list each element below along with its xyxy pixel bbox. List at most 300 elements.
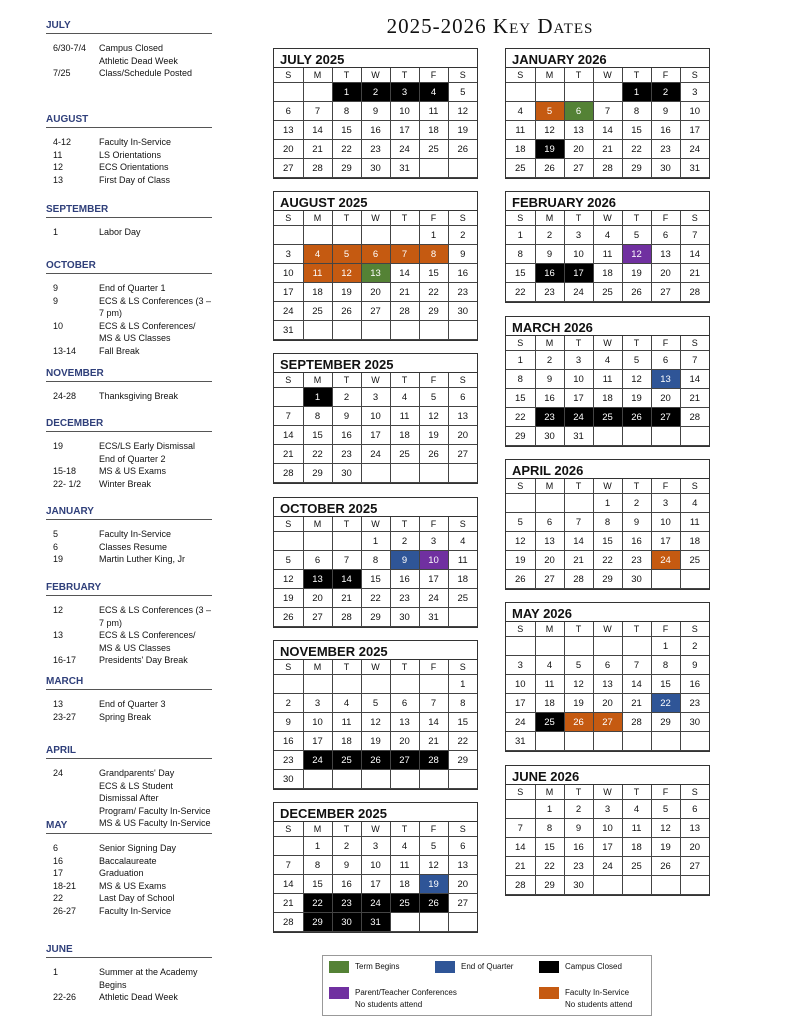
calendar-day: 2 <box>680 637 709 656</box>
calendar-empty-cell <box>506 800 535 819</box>
calendar-day: 23 <box>651 140 680 159</box>
calendar-day: 17 <box>564 389 593 408</box>
event-row <box>46 320 212 333</box>
calendar-day: 21 <box>564 551 593 570</box>
calendar-day: 6 <box>593 656 622 675</box>
calendar-day: 6 <box>390 694 419 713</box>
month-heading: JULY <box>46 20 212 34</box>
calendar-day: 22 <box>361 589 390 608</box>
event-row <box>46 855 212 868</box>
calendar-day: 6 <box>535 513 564 532</box>
calendar-day: 1 <box>332 83 361 102</box>
calendar-day: 26 <box>332 302 361 321</box>
calendar-day: 28 <box>564 570 593 589</box>
calendar-day: 29 <box>651 713 680 732</box>
calendar-day: 23 <box>390 589 419 608</box>
weekday-header: W <box>361 211 390 226</box>
calendar-day: 8 <box>303 856 332 875</box>
event-date: 9 <box>53 283 59 293</box>
calendar-day: 9 <box>332 407 361 426</box>
event-text: Spring Break <box>99 711 152 722</box>
month-heading: DECEMBER <box>46 418 212 432</box>
calendar-day: 28 <box>390 302 419 321</box>
event-date: 1 <box>53 967 59 977</box>
month-heading: APRIL <box>46 745 212 759</box>
weekday-header: S <box>680 68 709 83</box>
calendar-empty-cell <box>390 913 419 932</box>
calendar-empty-cell <box>274 675 303 694</box>
event-row <box>46 174 212 187</box>
event-row <box>46 805 212 818</box>
weekday-header: M <box>535 336 564 351</box>
calendar-empty-cell <box>303 770 332 789</box>
event-row <box>46 282 212 295</box>
weekday-header: S <box>448 660 477 675</box>
calendar-day: 28 <box>593 159 622 178</box>
calendar-day: 2 <box>535 226 564 245</box>
calendar-day: 17 <box>680 121 709 140</box>
calendar-day: 16 <box>651 121 680 140</box>
calendar-day: 24 <box>303 751 332 770</box>
weekday-header: M <box>535 479 564 494</box>
calendar-day: 4 <box>593 351 622 370</box>
calendar-day: 27 <box>564 159 593 178</box>
calendar-day: 12 <box>361 713 390 732</box>
weekday-header: T <box>332 373 361 388</box>
month-section <box>46 820 212 917</box>
calendar-empty-cell <box>361 770 390 789</box>
event-date: 19 <box>53 441 64 451</box>
calendar-day: 17 <box>419 570 448 589</box>
calendar-month-title: APRIL 2026 <box>506 460 709 479</box>
calendar-day: 11 <box>680 513 709 532</box>
legend-item <box>539 961 622 973</box>
calendar-day: 30 <box>535 427 564 446</box>
calendar-day: 23 <box>274 751 303 770</box>
calendar-day: 3 <box>564 351 593 370</box>
calendar-day: 3 <box>593 800 622 819</box>
calendar-day: 26 <box>419 894 448 913</box>
calendar-empty-cell <box>622 732 651 751</box>
weekday-header: W <box>593 479 622 494</box>
calendar-day: 14 <box>622 675 651 694</box>
calendar-day: 29 <box>506 427 535 446</box>
calendar-day: 14 <box>332 570 361 589</box>
calendar-day: 17 <box>303 732 332 751</box>
weekday-header: W <box>593 785 622 800</box>
calendar-day: 11 <box>419 102 448 121</box>
event-row <box>46 553 212 566</box>
calendar-empty-cell <box>303 83 332 102</box>
calendar-day: 20 <box>680 838 709 857</box>
calendar-day: 6 <box>448 388 477 407</box>
event-date: 22-26 <box>53 992 77 1002</box>
calendar-day: 29 <box>448 751 477 770</box>
weekday-header: T <box>332 68 361 83</box>
calendar-day: 21 <box>419 732 448 751</box>
calendar-day: 23 <box>564 857 593 876</box>
calendar-day: 18 <box>680 532 709 551</box>
calendar-day: 13 <box>593 675 622 694</box>
calendar-empty-cell <box>506 494 535 513</box>
event-text: Faculty In-Service <box>99 529 172 539</box>
event-text: ECS & LS Conferences/ <box>99 630 196 640</box>
event-text: LS Orientations <box>99 149 162 160</box>
weekday-header: T <box>622 211 651 226</box>
event-text: MS & US Classes <box>99 642 171 653</box>
event-date: 13 <box>53 699 64 709</box>
weekday-header: S <box>506 479 535 494</box>
month-heading: MAY <box>46 820 212 834</box>
weekday-header: W <box>593 211 622 226</box>
calendar-month-title: OCTOBER 2025 <box>274 498 477 517</box>
event-date: 18-21 <box>53 880 77 891</box>
calendar-day: 16 <box>274 732 303 751</box>
event-row <box>46 541 212 554</box>
calendar-day: 23 <box>535 408 564 427</box>
event-row <box>46 295 212 320</box>
event-date: 12 <box>53 605 64 615</box>
calendar-day: 5 <box>622 351 651 370</box>
month-section <box>46 260 212 357</box>
calendar-day: 31 <box>419 608 448 627</box>
calendar-empty-cell <box>680 427 709 446</box>
calendar-month-title: JULY 2025 <box>274 49 477 68</box>
calendar-day: 25 <box>390 894 419 913</box>
calendar-day: 5 <box>651 800 680 819</box>
calendar-day: 12 <box>419 407 448 426</box>
event-date: 7/25 <box>53 68 71 78</box>
calendar-day: 17 <box>651 532 680 551</box>
event-row <box>46 226 212 239</box>
calendar-day: 1 <box>535 800 564 819</box>
calendar-day: 19 <box>622 264 651 283</box>
event-date: 17 <box>53 868 64 878</box>
calendar-day: 19 <box>332 283 361 302</box>
month-section <box>46 204 212 239</box>
weekday-header: F <box>651 785 680 800</box>
calendar-month-title: SEPTEMBER 2025 <box>274 354 477 373</box>
calendar-day: 29 <box>332 159 361 178</box>
event-text: ECS & LS Student Dismissal After <box>99 780 174 803</box>
calendar-day: 24 <box>274 302 303 321</box>
weekday-header: M <box>303 373 332 388</box>
weekday-header: M <box>535 211 564 226</box>
calendar-day: 31 <box>361 913 390 932</box>
calendar-empty-cell <box>332 770 361 789</box>
calendar-day: 16 <box>622 532 651 551</box>
calendar-day: 5 <box>419 388 448 407</box>
weekday-header: F <box>419 211 448 226</box>
calendar-day: 7 <box>564 513 593 532</box>
weekday-header: S <box>274 660 303 675</box>
event-row <box>46 629 212 642</box>
event-text: Baccalaureate <box>99 855 157 866</box>
legend-label: Parent/Teacher Conferences No students attend <box>355 988 457 1009</box>
calendar-day: 22 <box>593 551 622 570</box>
calendar-day: 25 <box>390 445 419 464</box>
legend-label: Term Begins <box>355 962 400 971</box>
calendar-empty-cell <box>332 532 361 551</box>
calendar-day: 8 <box>506 370 535 389</box>
event-text: ECS & LS Conferences/ <box>99 320 196 331</box>
calendar-day: 21 <box>622 694 651 713</box>
month-heading: JUNE <box>46 944 212 958</box>
calendar-day: 21 <box>303 140 332 159</box>
calendar-day: 1 <box>361 532 390 551</box>
weekday-header: F <box>419 517 448 532</box>
calendar-day: 5 <box>564 656 593 675</box>
calendar-day: 18 <box>419 121 448 140</box>
calendar-empty-cell <box>390 321 419 340</box>
calendar-empty-cell <box>680 732 709 751</box>
calendar-day: 19 <box>419 875 448 894</box>
weekday-header: S <box>448 822 477 837</box>
calendar-day: 19 <box>651 838 680 857</box>
calendar-day: 19 <box>622 389 651 408</box>
calendar-day: 17 <box>274 283 303 302</box>
calendar-day: 27 <box>303 608 332 627</box>
calendar-day: 1 <box>506 351 535 370</box>
calendar-day: 25 <box>419 140 448 159</box>
calendar-day: 9 <box>535 245 564 264</box>
event-row <box>46 453 212 466</box>
event-text: Graduation <box>99 868 144 878</box>
month-calendar <box>273 640 478 790</box>
weekday-header: W <box>593 336 622 351</box>
event-row <box>46 55 212 68</box>
event-date: 6 <box>53 843 59 853</box>
calendar-day: 15 <box>419 264 448 283</box>
calendar-day: 8 <box>506 245 535 264</box>
calendar-day: 1 <box>303 388 332 407</box>
event-date: 13 <box>53 174 64 185</box>
calendar-day: 20 <box>535 551 564 570</box>
calendar-empty-cell <box>535 637 564 656</box>
calendar-day: 9 <box>680 656 709 675</box>
calendar-day: 20 <box>564 140 593 159</box>
calendar-day: 4 <box>622 800 651 819</box>
calendar-day: 8 <box>651 656 680 675</box>
calendar-day: 12 <box>535 121 564 140</box>
calendar-empty-cell <box>506 83 535 102</box>
calendar-day: 11 <box>506 121 535 140</box>
weekday-header: S <box>506 211 535 226</box>
calendar-day: 8 <box>303 407 332 426</box>
calendar-day: 1 <box>303 837 332 856</box>
calendar-day: 9 <box>651 102 680 121</box>
month-section <box>46 506 212 566</box>
calendar-day: 14 <box>564 532 593 551</box>
calendar-day: 15 <box>506 389 535 408</box>
calendar-day: 14 <box>303 121 332 140</box>
calendar-day: 24 <box>564 408 593 427</box>
event-date: 10 <box>53 320 64 331</box>
calendar-day: 22 <box>448 732 477 751</box>
calendar-day: 8 <box>361 551 390 570</box>
month-heading: OCTOBER <box>46 260 212 274</box>
calendar-day: 22 <box>651 694 680 713</box>
month-heading: FEBRUARY <box>46 582 212 596</box>
event-row <box>46 711 212 724</box>
month-calendar <box>273 497 478 628</box>
calendar-empty-cell <box>593 427 622 446</box>
calendar-day: 18 <box>390 875 419 894</box>
calendar-day: 31 <box>274 321 303 340</box>
calendar-day: 17 <box>593 838 622 857</box>
event-text: Presidents' Day Break <box>99 655 188 665</box>
calendar-day: 2 <box>651 83 680 102</box>
calendar-day: 26 <box>564 713 593 732</box>
calendar-day: 9 <box>361 102 390 121</box>
month-calendar <box>273 353 478 484</box>
weekday-header: T <box>390 660 419 675</box>
calendar-empty-cell <box>303 226 332 245</box>
calendar-day: 12 <box>622 370 651 389</box>
calendar-empty-cell <box>564 83 593 102</box>
calendar-day: 29 <box>303 913 332 932</box>
calendar-day: 15 <box>332 121 361 140</box>
event-text: Athletic Dead Week <box>99 55 178 66</box>
calendar-empty-cell <box>680 876 709 895</box>
calendar-day: 1 <box>448 675 477 694</box>
calendar-day: 29 <box>535 876 564 895</box>
calendar-day: 17 <box>390 121 419 140</box>
calendar-day: 19 <box>419 426 448 445</box>
month-section <box>46 368 212 403</box>
month-section <box>46 114 212 186</box>
legend-swatch <box>539 961 559 973</box>
calendar-day: 25 <box>332 751 361 770</box>
calendar-day: 25 <box>448 589 477 608</box>
calendar-day: 12 <box>332 264 361 283</box>
event-text: ECS Orientations <box>99 162 169 172</box>
event-row <box>46 42 212 55</box>
calendar-day: 3 <box>506 656 535 675</box>
weekday-header: S <box>274 211 303 226</box>
event-text: End of Quarter 3 <box>99 699 166 709</box>
weekday-header: S <box>274 822 303 837</box>
calendar-empty-cell <box>593 637 622 656</box>
event-date: 15-18 <box>53 466 77 476</box>
weekday-header: S <box>680 479 709 494</box>
legend-sublabel: No students attend <box>565 1000 633 1009</box>
calendar-day: 21 <box>274 894 303 913</box>
calendar-day: 12 <box>506 532 535 551</box>
event-text: Campus Closed <box>99 43 164 53</box>
calendar-day: 18 <box>332 732 361 751</box>
month-calendar <box>505 602 710 752</box>
calendar-empty-cell <box>419 913 448 932</box>
calendar-month-title: MARCH 2026 <box>506 317 709 336</box>
event-text: End of Quarter 2 <box>99 453 166 464</box>
event-text: Program/ Faculty In-Service <box>99 805 211 816</box>
calendar-day: 18 <box>506 140 535 159</box>
event-date: 11 <box>53 149 63 160</box>
month-heading: SEPTEMBER <box>46 204 212 218</box>
calendar-day: 8 <box>622 102 651 121</box>
calendar-day: 7 <box>593 102 622 121</box>
calendar-day: 26 <box>535 159 564 178</box>
weekday-header: M <box>303 211 332 226</box>
weekday-header: T <box>564 622 593 637</box>
calendar-day: 24 <box>361 894 390 913</box>
calendar-day: 24 <box>506 713 535 732</box>
calendar-day: 7 <box>303 102 332 121</box>
calendar-day: 25 <box>622 857 651 876</box>
calendar-empty-cell <box>303 532 332 551</box>
calendar-day: 11 <box>390 407 419 426</box>
month-heading: AUGUST <box>46 114 212 128</box>
calendar-day: 18 <box>622 838 651 857</box>
event-date: 19 <box>53 554 64 564</box>
calendar-day: 25 <box>593 283 622 302</box>
calendar-day: 1 <box>651 637 680 656</box>
calendar-day: 3 <box>361 388 390 407</box>
event-date: 22 <box>53 893 64 903</box>
calendar-day: 22 <box>419 283 448 302</box>
calendar-day: 3 <box>361 837 390 856</box>
calendar-day: 30 <box>448 302 477 321</box>
event-row <box>46 642 212 655</box>
calendar-day: 22 <box>506 408 535 427</box>
event-row <box>46 478 212 491</box>
calendar-day: 10 <box>419 551 448 570</box>
calendar-day: 14 <box>680 245 709 264</box>
calendar-day: 2 <box>332 837 361 856</box>
event-text: MS & US Faculty In-Service <box>99 818 211 828</box>
calendar-empty-cell <box>390 464 419 483</box>
calendar-day: 25 <box>680 551 709 570</box>
calendar-day: 1 <box>506 226 535 245</box>
calendar-empty-cell <box>390 770 419 789</box>
calendar-day: 15 <box>593 532 622 551</box>
month-calendar <box>273 48 478 179</box>
calendar-empty-cell <box>651 876 680 895</box>
event-date: 16-17 <box>53 655 77 665</box>
calendar-day: 11 <box>593 245 622 264</box>
legend-item <box>435 961 513 973</box>
event-text: Faculty In-Service <box>99 905 172 916</box>
event-text: Thanksgiving Break <box>99 391 179 401</box>
weekday-header: F <box>419 660 448 675</box>
calendar-empty-cell <box>332 321 361 340</box>
calendar-day: 10 <box>303 713 332 732</box>
calendar-day: 4 <box>448 532 477 551</box>
event-text: MS & US Exams <box>99 466 167 476</box>
weekday-header: W <box>593 68 622 83</box>
calendar-day: 14 <box>593 121 622 140</box>
weekday-header: S <box>680 622 709 637</box>
calendar-day: 3 <box>564 226 593 245</box>
calendar-day: 3 <box>651 494 680 513</box>
calendar-day: 18 <box>593 264 622 283</box>
calendar-day: 20 <box>274 140 303 159</box>
calendar-day: 29 <box>419 302 448 321</box>
calendar-day: 14 <box>419 713 448 732</box>
calendar-day: 6 <box>651 226 680 245</box>
calendar-day: 16 <box>332 426 361 445</box>
calendar-day: 5 <box>448 83 477 102</box>
calendar-day: 17 <box>506 694 535 713</box>
weekday-header: T <box>622 336 651 351</box>
event-row <box>46 842 212 855</box>
legend-swatch <box>329 961 349 973</box>
event-date: 6/30-7/4 <box>53 43 87 53</box>
month-section <box>46 745 212 830</box>
calendar-day: 9 <box>622 513 651 532</box>
month-section <box>46 944 212 1004</box>
